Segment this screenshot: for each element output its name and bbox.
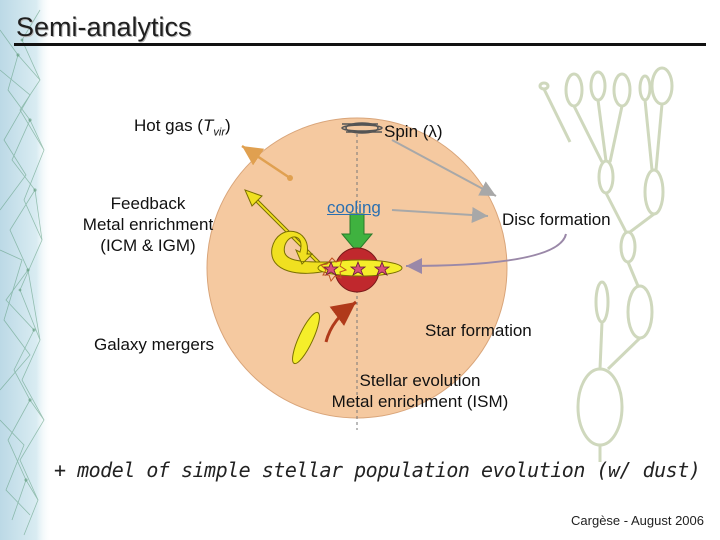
- stellar-evolution-label: [300, 370, 540, 412]
- feedback-line3: (ICM & IGM): [100, 236, 196, 255]
- feedback-label: [66, 193, 230, 256]
- feedback-line2: Metal enrichment: [82, 215, 214, 234]
- hot-gas-T: T: [202, 116, 214, 135]
- footer: Cargèse - August 2006: [571, 513, 704, 528]
- stellar-evolution-line1: Stellar evolution: [359, 371, 481, 390]
- stellar-evolution-line2: Metal enrichment (ISM): [331, 392, 509, 411]
- hot-gas-prefix: Hot gas (: [134, 116, 203, 135]
- feedback-line1: Feedback: [110, 194, 186, 213]
- spin-label: Spin (λ): [384, 122, 443, 141]
- disc-formation-label: Disc formation: [502, 210, 611, 229]
- galaxy-mergers-label: Galaxy mergers: [94, 335, 214, 354]
- star-formation-label: Star formation: [425, 321, 532, 340]
- hot-gas-suffix: ): [224, 116, 231, 135]
- slide-title: Semi-analytics: [16, 12, 192, 42]
- hot-gas-sub: vir: [213, 126, 225, 139]
- bottom-note: + model of simple stellar population evolution (w/ dust): [54, 458, 701, 482]
- cooling-label: cooling: [327, 198, 381, 217]
- hot-gas-label: [134, 116, 231, 138]
